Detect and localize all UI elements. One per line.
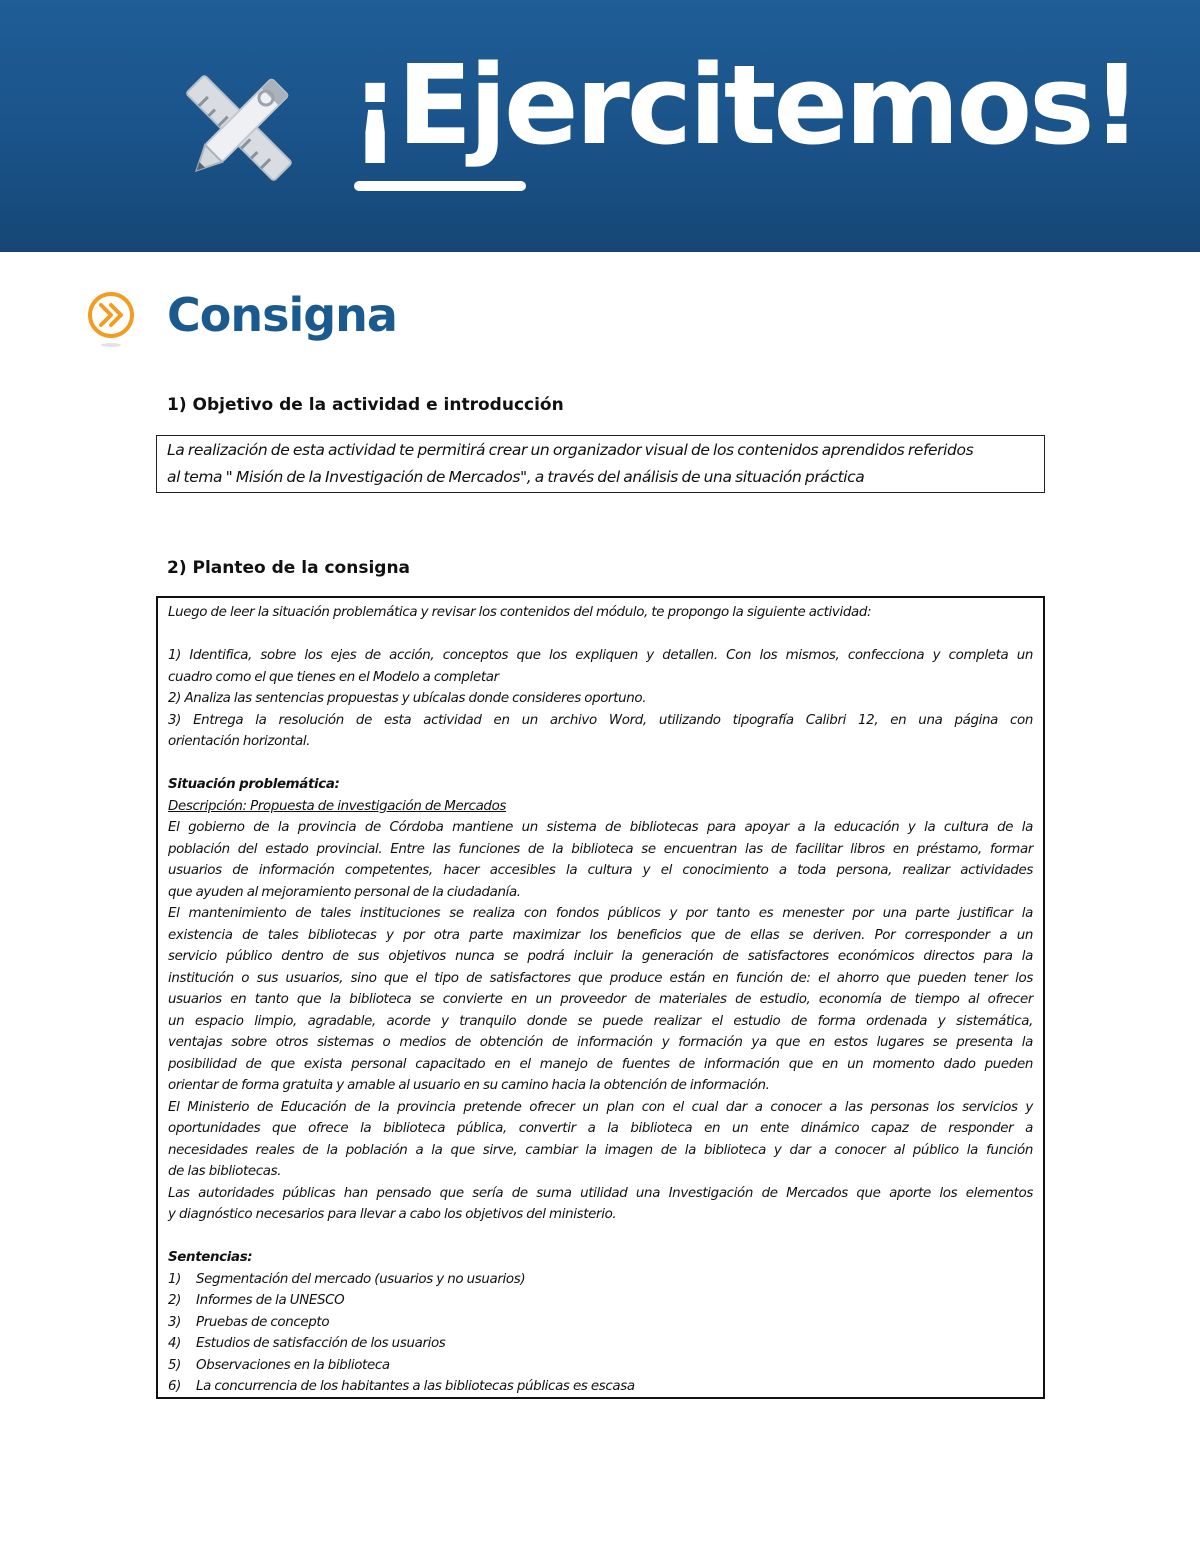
list-item [168,1333,1033,1355]
paragraph-line: y diagnóstico necesarios para llevar a cabo los objetivos del ministerio. [168,1207,617,1222]
paragraph-line: que ayuden al mejoramiento personal de la ciudadanía. [168,884,521,900]
list-item-text: Observaciones en la biblioteca [196,1357,390,1373]
list-item-number: 2) [168,1293,182,1308]
list-item-text: La concurrencia de los habitantes a las bibliotecas públicas es escasa [196,1379,635,1394]
section-heading-assignment: 2) Planteo de la consigna [167,558,411,578]
list-item-number: 5) [168,1357,182,1373]
title-underline [354,181,526,191]
list-item-text: Informes de la UNESCO [196,1293,345,1308]
double-chevron-right-icon [86,290,136,350]
list-item [168,1290,1033,1312]
list-item [168,1269,1033,1291]
list-item [168,1376,1033,1398]
step-line: 3) Entrega la resolución de esta actividad en un archivo Word, utilizando tipografía Calibri 12, en una página con [168,712,1033,728]
step-line: 2) Analiza las sentencias propuestas y ubícalas donde consideres oportuno. [168,691,647,706]
list-item-number: 3) [168,1314,182,1330]
sentences-list [168,1269,1033,1398]
list-item-text: Segmentación del mercado (usuarios y no usuarios) [196,1271,526,1287]
paragraph-line: usuarios de información competentes, hacer accesibles la cultura y el conocimiento a toda persona, realizar actividades [168,863,1033,878]
objective-box [156,435,1045,493]
list-item-text: Pruebas de concepto [196,1314,330,1330]
list-item [168,1312,1033,1334]
list-item-number: 4) [168,1336,182,1351]
page-title: Consigna [167,288,397,342]
section-heading-objective: 1) Objetivo de la actividad e introducción [167,395,564,415]
paragraph-line: servicio público dentro de sus objetivos nunca se podrá incluir la generación de satisfactores económicos directos para la [168,949,1033,964]
step-line: cuadro como el que tienes en el Modelo a completar [168,669,499,685]
paragraph-line: población del estado provincial. Entre las funciones de la biblioteca se encuentran las de facilitar libros en préstamo, formar [168,841,1033,857]
paragraph-line: un espacio limpio, agradable, acorde y tranquilo donde se puede realizar el estudio de forma ordenada y sistemática, [168,1013,1033,1029]
situation-title: Situación problemática: [168,777,340,792]
list-item-number: 6) [168,1379,182,1394]
paragraph-line: El gobierno de la provincia de Córdoba mantiene un sistema de bibliotecas para apoyar a la educación y la cultura de la [168,820,1033,835]
description-title: Descripción: Propuesta de investigación de Mercados [168,798,507,814]
objective-line: La realización de esta actividad te permitirá crear un organizador visual de los contenidos aprendidos referidos [167,441,974,459]
ruler-pencil-icon [178,62,300,194]
step-line: 1) Identifica, sobre los ejes de acción, conceptos que los expliquen y detallen. Con los mismos, confecciona y completa un [168,648,1033,663]
sentences-title: Sentencias: [168,1250,253,1265]
paragraph-line: necesidades reales de la población a la que sirve, cambiar la imagen de la biblioteca y dar a conocer al público la función [168,1142,1033,1158]
header-banner [0,0,1200,252]
paragraph-line: institución o sus usuarios, sino que el tipo de satisfactores que produce están en función de: el ahorro que pueden tener los [168,970,1033,986]
objective-line: al tema " Misión de la Investigación de Mercados", a través del análisis de una situación práctica [167,468,865,486]
list-item-number: 1) [168,1271,182,1287]
intro-text: Luego de leer la situación problemática y revisar los contenidos del módulo, te propongo la siguiente actividad: [168,605,872,620]
assignment-box [156,596,1045,1399]
list-item-text: Estudios de satisfacción de los usuarios [196,1336,446,1351]
paragraph-line: El mantenimiento de tales instituciones se realiza con fondos públicos y por tanto es menester por una parte justificar la [168,906,1033,921]
step-line: orientación horizontal. [168,734,311,749]
banner-title: ¡Ejercitemos! [350,41,1139,169]
paragraph-line: orientar de forma gratuita y amable al usuario en su camino hacia la obtención de información. [168,1078,770,1093]
paragraph-line: posibilidad de que exista personal capacitado en el manejo de fuentes de información que en un momento dado pueden [168,1056,1033,1072]
paragraph-line: oportunidades que ofrece la biblioteca pública, convertir a la biblioteca en un ente dinámico capaz de responder a [168,1121,1033,1136]
paragraph-line: existencia de tales bibliotecas y por otra parte maximizar los beneficios que de ellas se deriven. Por corresponder a un [168,927,1033,943]
paragraph-line: El Ministerio de Educación de la provincia pretende ofrecer un plan con el cual dar a conocer a las personas los servicios y [168,1099,1033,1115]
list-item [168,1355,1033,1377]
paragraph-line: ventajas sobre otros sistemas o medios de obtención de información y formación ya que en estos lugares se presenta la [168,1035,1033,1050]
paragraph-line: Las autoridades públicas han pensado que sería de suma utilidad una Investigación de Mercados que aporte los elementos [168,1185,1033,1201]
paragraph-line: usuarios en tanto que la biblioteca se convierte en un proveedor de materiales de estudio, economía de tiempo al ofrecer [168,992,1033,1007]
situation-paragraph [168,817,1033,1226]
paragraph-line: de las bibliotecas. [168,1164,282,1179]
